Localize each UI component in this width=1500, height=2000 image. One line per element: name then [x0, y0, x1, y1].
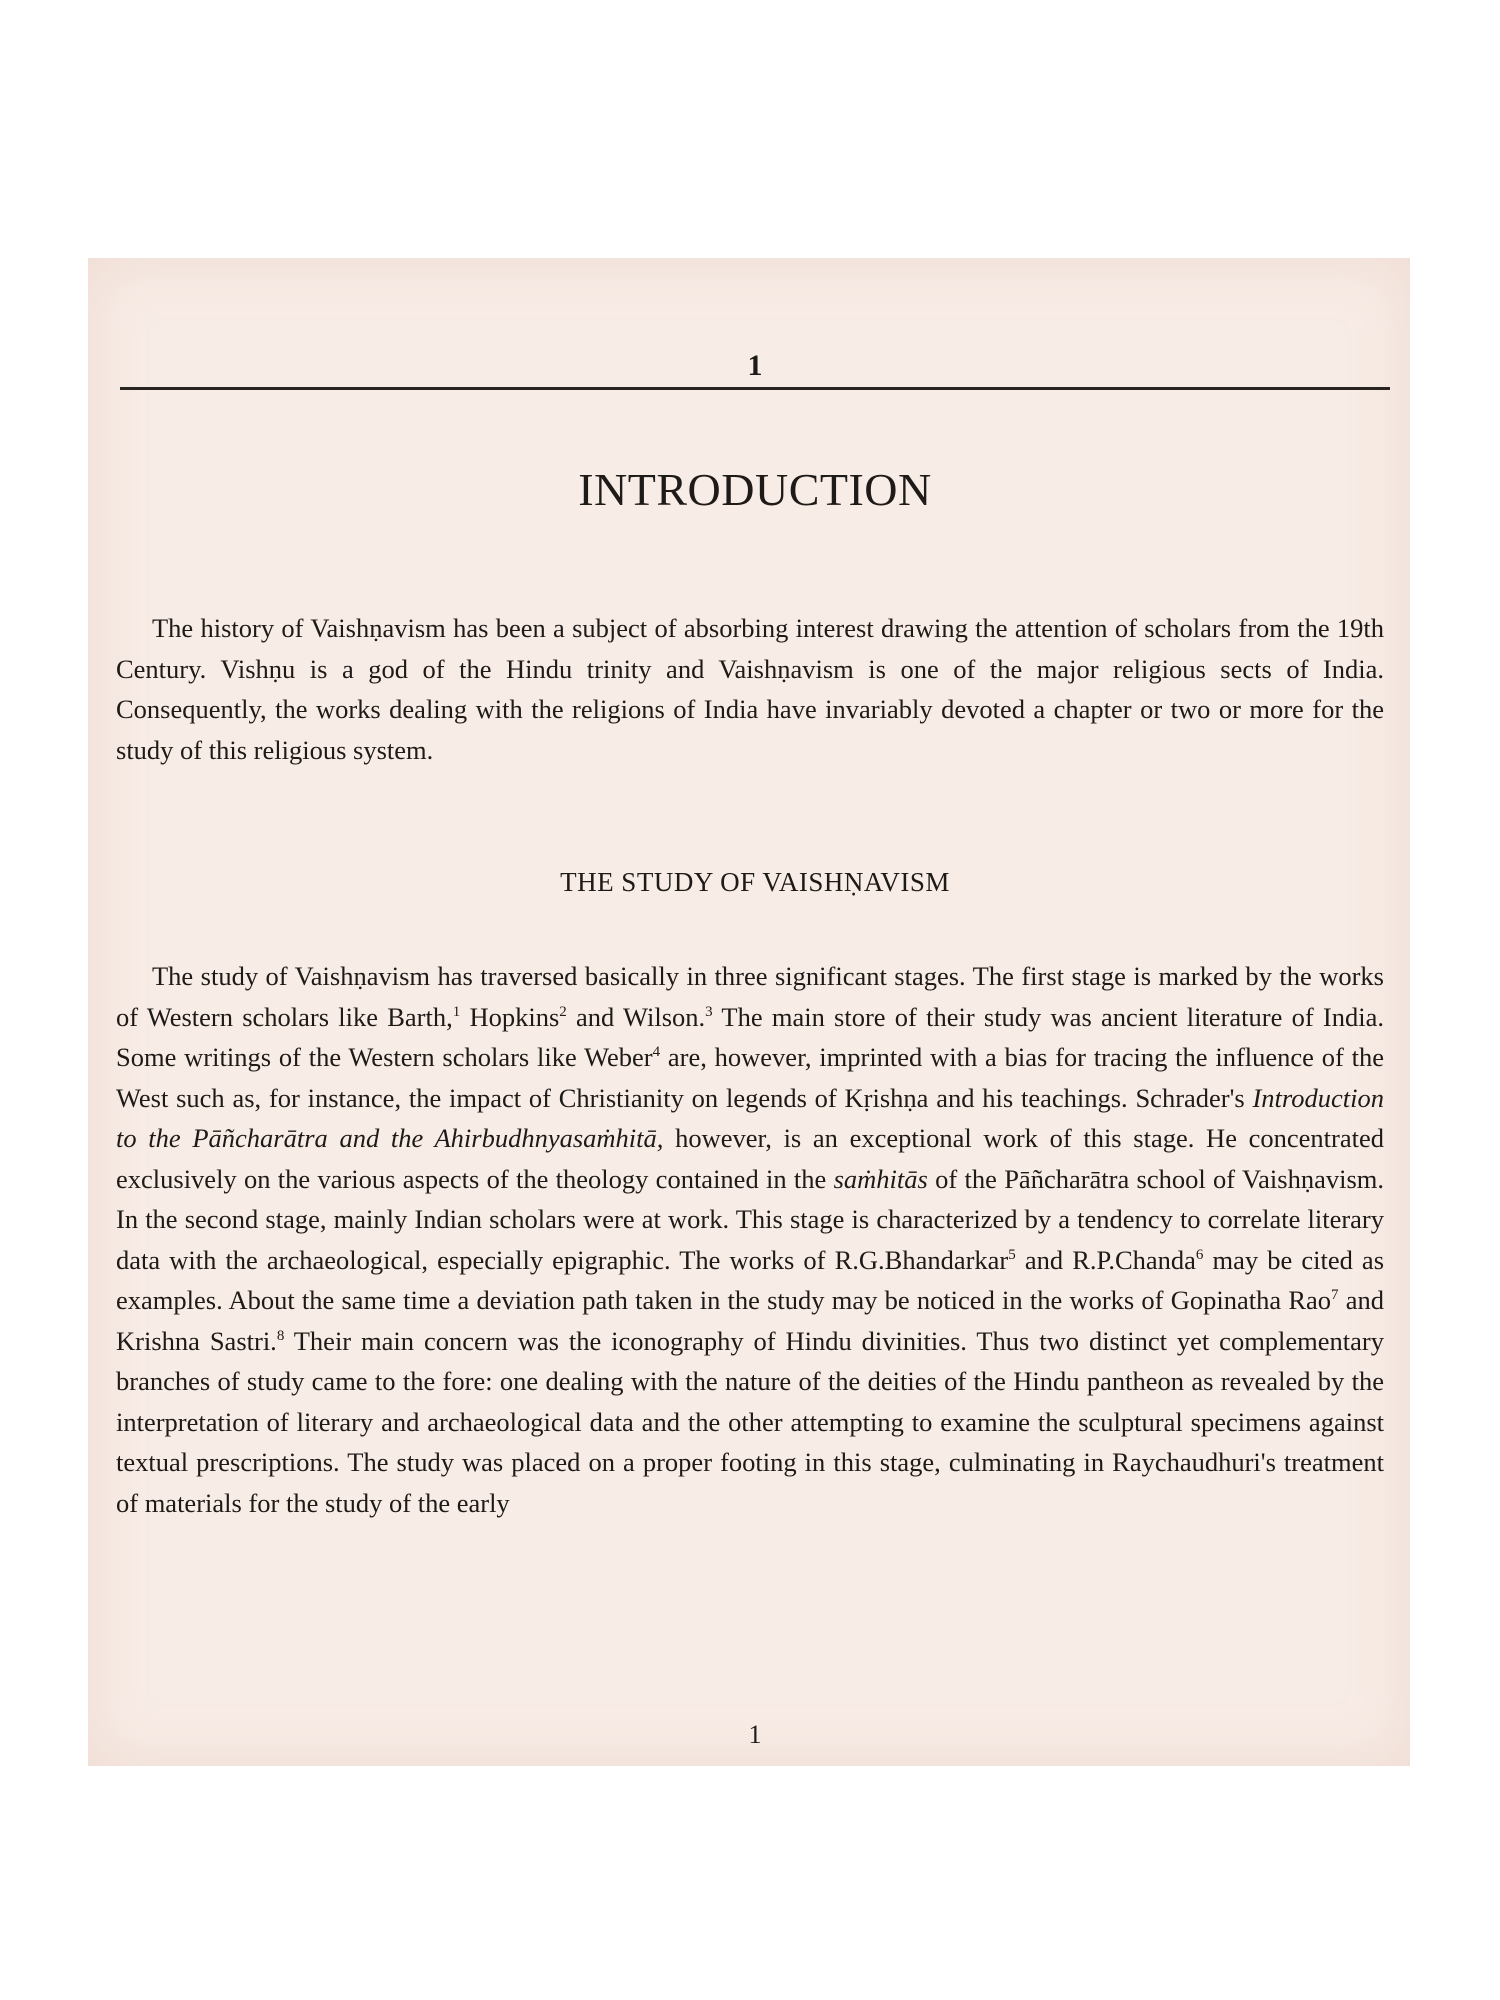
text-run: and R.P.Chanda	[1015, 1244, 1196, 1275]
footnote-marker: 6	[1195, 1246, 1204, 1263]
section-heading: THE STUDY OF VAISHṆAVISM	[560, 867, 950, 897]
book-title: Introduction to the Pāñcharātra and the Ahirbudhnyasaṁhitā,	[116, 1082, 1384, 1153]
study-paragraph	[116, 956, 1384, 1523]
text-run: and Krishna Sastri.	[116, 1285, 1384, 1356]
text-run: however, is an exceptional work of this stage. He concentrated exclusively on the various aspects of the theology contained in the	[116, 1123, 1384, 1194]
footnote-marker: 8	[276, 1327, 285, 1344]
footnote-marker: 5	[1008, 1246, 1016, 1263]
footnote-marker: 7	[1331, 1287, 1339, 1304]
text-run: may be cited as examples. About the same time a deviation path taken in the study may be noticed in the works of Gopinatha Rao	[116, 1244, 1385, 1315]
text-run: and Wilson.	[566, 1001, 706, 1032]
chapter-divider	[120, 387, 1390, 390]
text-run: The study of Vaishṇavism has traversed basically in three significant stages. The first stage is marked by the works of Western scholars like Barth,	[116, 961, 1384, 1032]
footnote-marker: 4	[652, 1044, 661, 1061]
chapter-number: 1	[747, 349, 763, 382]
text-run: of the Pāñcharātra school of Vaishṇavism. In the second stage, mainly Indian scholars were at work. This stage is characterized by a tendency to correlate literary data with the archaeological, especially epigraphic. The works of R.G.Bhandarkar	[116, 1163, 1385, 1275]
italic-term: saṁhitās	[833, 1163, 928, 1194]
paragraph-text: The history of Vaishṇavism has been a subject of absorbing interest drawing the attention of scholars from the 19th Century. Vishṇu is a god of the Hindu trinity and Vaishṇavism is one of the major religious sects of India. Consequently, the works dealing with the religions of India have invariably devoted a chapter or two or more for the study of this religious system.	[116, 613, 1384, 765]
text-run: Their main concern was the iconography of Hindu divinities. Thus two distinct yet complementary branches of study came to the fore: one dealing with the nature of the deities of the Hindu pantheon as revealed by the interpretation of literary and archaeological data and the other attempting to examine the sculptural specimens against textual prescriptions. The study was placed on a proper footing in this stage, culminating in Raychaudhuri's treatment of materials for the study of the early	[116, 1325, 1385, 1518]
text-run: The main store of their study was ancient literature of India. Some writings of the Western scholars like Weber	[116, 1001, 1384, 1072]
text-run: Hopkins	[460, 1001, 560, 1032]
footnote-marker: 1	[452, 1003, 461, 1020]
page-number: 1	[748, 1720, 762, 1749]
intro-paragraph	[116, 608, 1384, 770]
chapter-title: INTRODUCTION	[578, 464, 932, 515]
footnote-marker: 3	[705, 1003, 713, 1020]
paragraph-text	[116, 956, 1384, 1523]
footnote-marker: 2	[559, 1003, 567, 1020]
text-run: are, however, imprinted with a bias for tracing the influence of the West such as, for instance, the impact of Christianity on legends of Kṛishṇa and his teachings. Schrader's	[116, 1042, 1384, 1113]
